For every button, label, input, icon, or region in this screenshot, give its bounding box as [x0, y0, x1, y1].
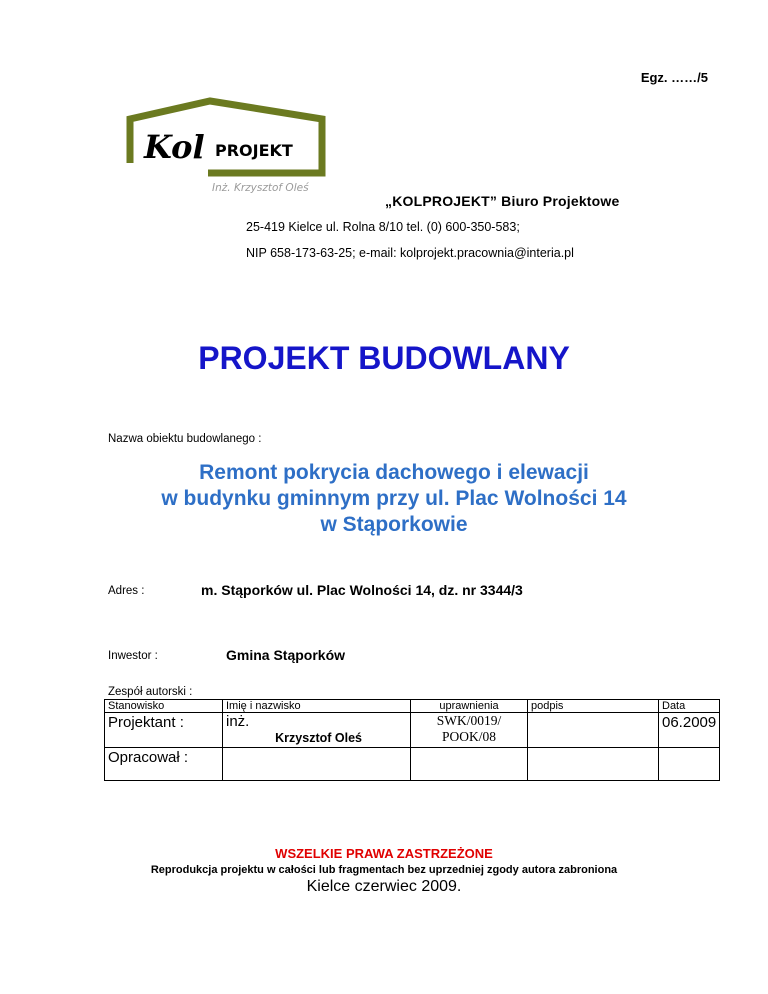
license-line: POOK/08 — [441, 729, 496, 744]
row-license — [411, 748, 528, 781]
firm-tax-email: NIP 658-173-63-25; e-mail: kolprojekt.pracownia@interia.pl — [246, 246, 574, 260]
row-date: 06.2009 — [659, 713, 720, 748]
object-name-label: Nazwa obiektu budowlanego : — [108, 433, 262, 445]
row-name-cell — [223, 748, 411, 781]
object-name-line: w budynku gminnym przy ul. Plac Wolności 14 — [161, 487, 627, 510]
address-value: m. Stąporków ul. Plac Wolności 14, dz. nr 3344/3 — [201, 582, 523, 598]
team-label: Zespół autorski : — [108, 686, 193, 698]
header-position: Stanowisko — [105, 700, 223, 713]
header-date: Data — [659, 700, 720, 713]
object-name-line: Remont pokrycia dachowego i elewacji — [199, 461, 589, 484]
investor-label: Inwestor : — [108, 650, 158, 662]
table-header-row — [105, 700, 720, 713]
row-signature — [528, 713, 659, 748]
table-row — [105, 713, 720, 748]
header-license: uprawnienia — [411, 700, 528, 713]
row-name-cell — [223, 713, 411, 748]
rights-notice: WSZELKIE PRAWA ZASTRZEŻONE — [275, 846, 493, 861]
row-name: Krzysztof Oleś — [275, 731, 362, 745]
row-signature — [528, 748, 659, 781]
document-title: PROJEKT BUDOWLANY — [198, 340, 570, 376]
investor-value: Gmina Stąporków — [226, 647, 346, 663]
row-title: inż. — [226, 713, 250, 730]
row-license — [411, 713, 528, 748]
address-label: Adres : — [108, 585, 145, 597]
header-name: Imię i nazwisko — [223, 700, 411, 713]
place-date: Kielce czerwiec 2009. — [306, 878, 462, 895]
row-position: Projektant : — [105, 713, 223, 748]
object-name-line: w Stąporkowie — [320, 513, 468, 536]
team-table — [104, 699, 720, 781]
copy-number: Egz. ……/5 — [640, 70, 708, 85]
logo-brand-right: PROJEKT — [215, 141, 293, 160]
license-line: SWK/0019/ — [436, 713, 502, 728]
logo-subtitle: Inż. Krzysztof Oleś — [212, 182, 309, 194]
row-date — [659, 748, 720, 781]
table-row — [105, 748, 720, 781]
header-signature: podpis — [528, 700, 659, 713]
object-name — [0, 460, 768, 538]
reproduction-notice: Reprodukcja projektu w całości lub fragmentach bez uprzedniej zgody autora zabroniona — [150, 864, 618, 876]
logo-brand-left: Kol — [144, 128, 205, 166]
firm-name: „KOLPROJEKT” Biuro Projektowe — [385, 193, 620, 209]
firm-address: 25-419 Kielce ul. Rolna 8/10 tel. (0) 600-350-583; — [246, 220, 520, 234]
company-logo — [124, 95, 334, 200]
row-position: Opracował : — [105, 748, 223, 781]
